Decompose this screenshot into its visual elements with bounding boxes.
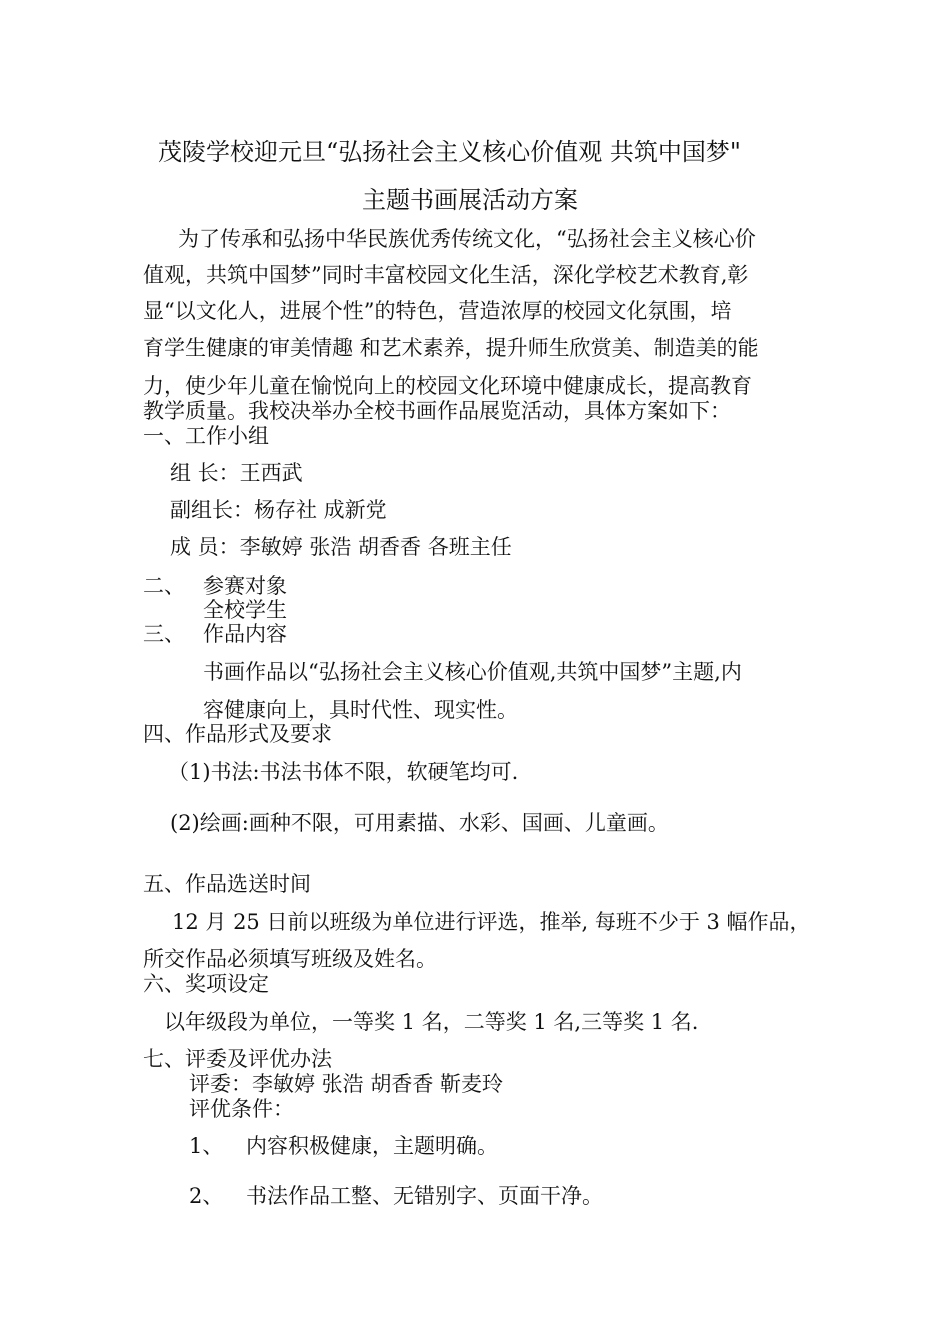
group-members: 成 员：李敏婷 张浩 胡香香 各班主任 [170, 535, 512, 559]
title-line-2: 主题书画展活动方案 [362, 186, 578, 214]
intro-line: 育学生健康的审美情趣 和艺术素养，提升师生欣赏美、制造美的能 [143, 336, 759, 360]
section-1-heading: 一、工作小组 [143, 424, 269, 448]
criteria-number: 2、 [189, 1184, 224, 1208]
intro-line: 为了传承和弘扬中华民族优秀传统文化，“弘扬社会主义核心价 [178, 227, 756, 251]
criteria-number: 1、 [189, 1134, 224, 1158]
section-3-body-line: 书画作品以“弘扬社会主义核心价值观,共筑中国梦”主题,内 [203, 660, 742, 684]
section-7-heading: 七、评委及评优办法 [143, 1047, 332, 1071]
section-4-item-calligraphy: （1)书法:书法书体不限，软硬笔均可. [168, 760, 519, 784]
section-3-heading: 作品内容 [203, 622, 287, 646]
section-3-body-line: 容健康向上，具时代性、现实性。 [203, 698, 518, 722]
section-2-number: 二、 [143, 574, 185, 598]
section-5-heading: 五、作品选送时间 [143, 872, 311, 896]
section-2-body: 全校学生 [203, 598, 287, 622]
section-7-judges: 评委：李敏婷 张浩 胡香香 靳麦玲 [189, 1072, 504, 1096]
intro-line: 教学质量。我校决举办全校书画作品展览活动，具体方案如下： [143, 399, 731, 423]
section-4-heading: 四、作品形式及要求 [143, 722, 332, 746]
intro-line: 力，使少年儿童在愉悦向上的校园文化环境中健康成长，提高教育 [143, 374, 752, 398]
section-5-body-line: 所交作品必须填写班级及姓名。 [143, 947, 437, 971]
intro-line: 值观，共筑中国梦”同时丰富校园文化生活，深化学校艺术教育,彰 [143, 263, 749, 287]
section-4-item-painting: (2)绘画:画种不限，可用素描、水彩、国画、儿童画。 [170, 811, 669, 835]
group-leader: 组 长：王西武 [170, 461, 303, 485]
group-vice-leader: 副组长：杨存社 成新党 [170, 498, 387, 522]
section-3-number: 三、 [143, 622, 185, 646]
section-6-body: 以年级段为单位，一等奖 1 名，二等奖 1 名,三等奖 1 名. [164, 1010, 699, 1034]
criteria-text: 内容积极健康，主题明确。 [246, 1134, 498, 1158]
title-line-1: 茂陵学校迎元旦“弘扬社会主义核心价值观 共筑中国梦" [158, 138, 741, 166]
section-6-heading: 六、奖项设定 [143, 972, 269, 996]
criteria-text: 书法作品工整、无错别字、页面干净。 [246, 1184, 603, 1208]
section-2-heading: 参赛对象 [203, 574, 287, 598]
section-7-criteria-label: 评优条件： [189, 1097, 294, 1121]
section-5-body-line: 12 月 25 日前以班级为单位进行评选，推举, 每班不少于 3 幅作品， [172, 910, 811, 934]
intro-line: 显“以文化人，进展个性”的特色，营造浓厚的校园文化氛围，培 [143, 299, 732, 323]
